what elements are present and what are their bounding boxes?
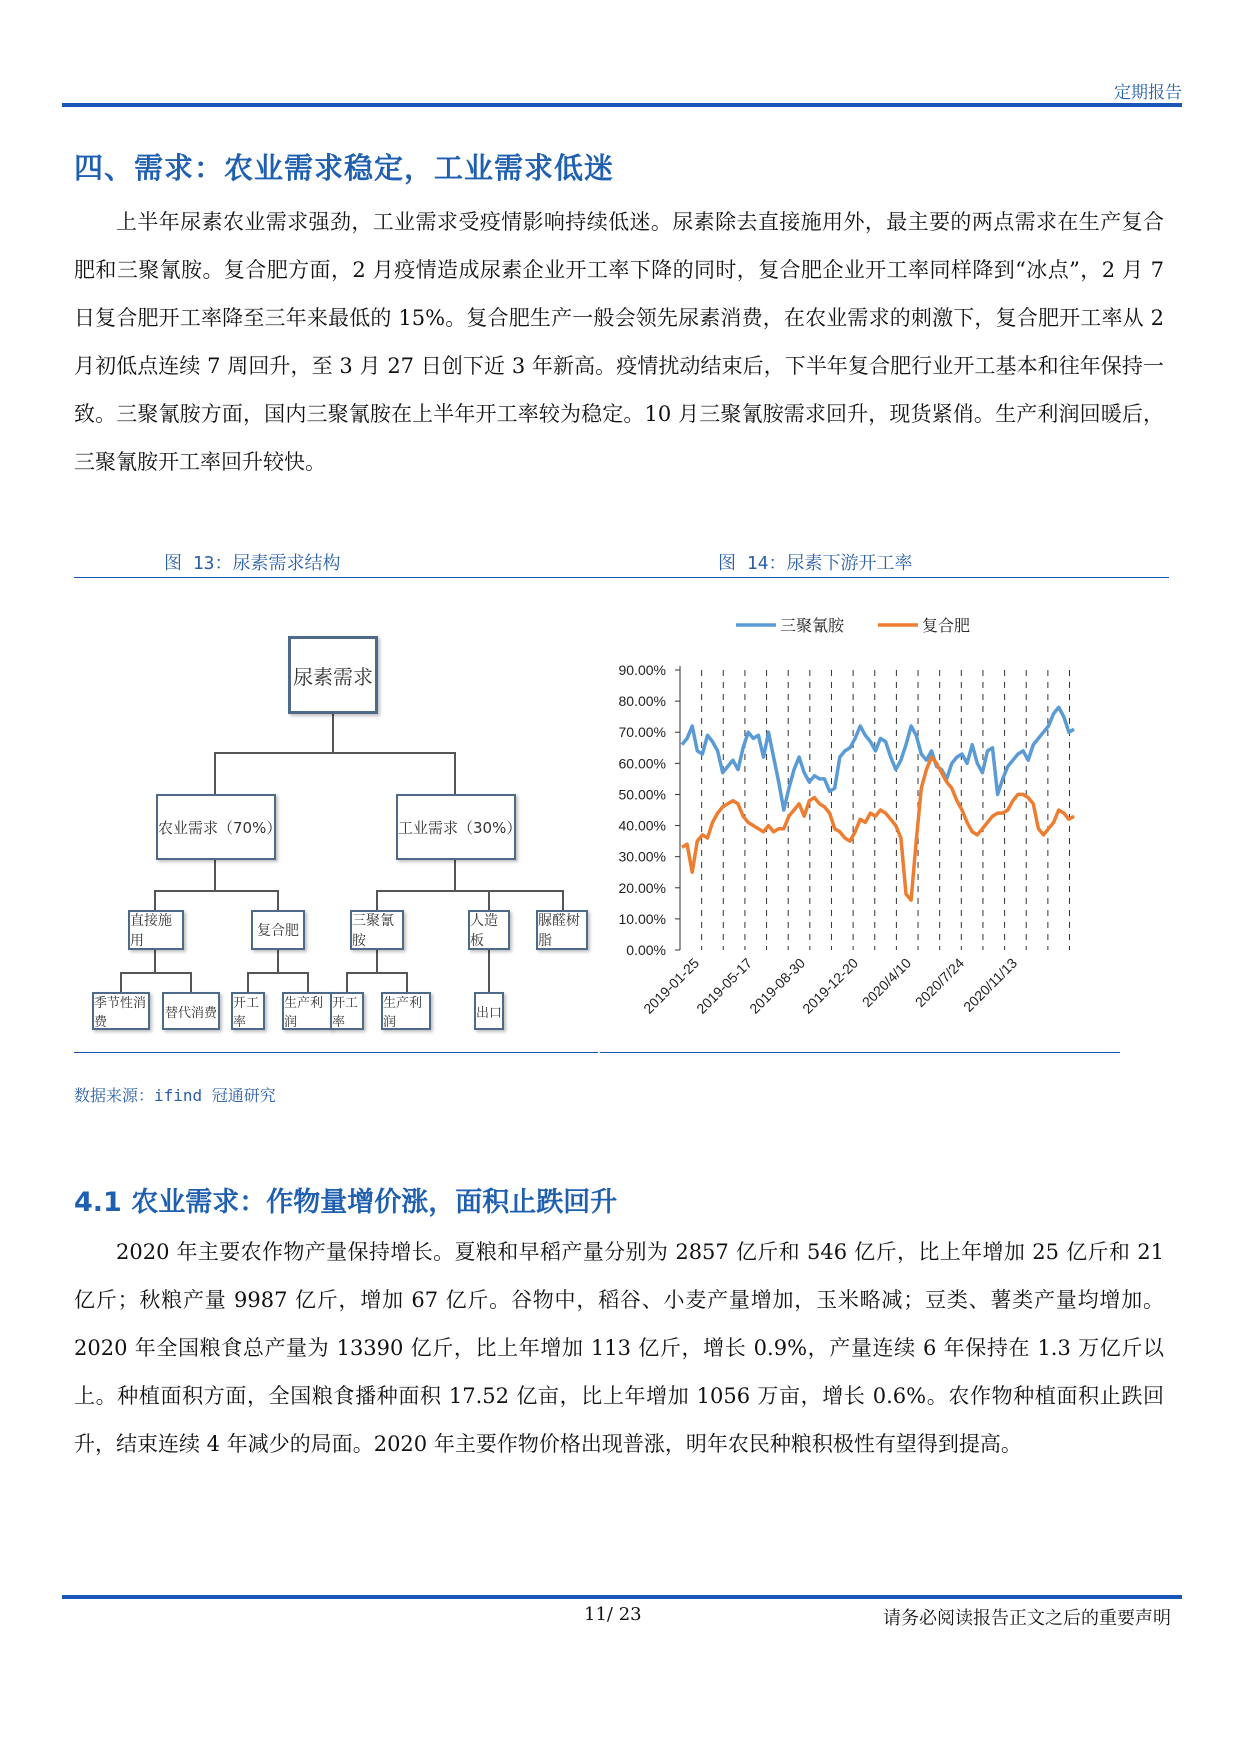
node-cf-profit: 生产利润: [282, 992, 332, 1030]
node-melamine: 三聚氰胺: [350, 910, 404, 950]
disclaimer-note: 请务必阅读报告正文之后的重要声明: [883, 1608, 1171, 1629]
node-agri-demand: 农业需求（70%）: [156, 794, 276, 860]
node-wood-panel: 人造板: [468, 910, 510, 950]
node-compound-fertilizer: 复合肥: [251, 910, 305, 950]
data-source-note: 数据来源：ifind 冠通研究: [74, 1086, 276, 1105]
y-tick-label: 40.00%: [618, 817, 666, 834]
x-tick-label: 2019-12-20: [799, 954, 862, 1017]
footer-rule: [62, 1595, 1182, 1599]
subsection-heading: 4.1 农业需求：作物量增价涨，面积止跌回升: [74, 1187, 618, 1218]
demand-structure-diagram: [74, 590, 594, 1050]
x-tick-label: 2019-01-25: [640, 954, 703, 1017]
legend-label-1: 复合肥: [922, 616, 971, 635]
node-export: 出口: [474, 992, 504, 1030]
series-line-0: [682, 707, 1074, 810]
node-mel-operating-rate: 开工率: [330, 992, 364, 1030]
section-heading: 四、需求：农业需求稳定，工业需求低迷: [74, 151, 615, 185]
subsection-paragraph-text: 2020 年主要农作物产量保持增长。夏粮和早稻产量分别为 2857 亿斤和 546 亿斤，比上年增加 25 亿斤和 21 亿斤；秋粮产量 9987 亿斤，增加 67 亿斤。谷物中，稻谷、小麦产量增加，玉米略减；豆类、薯类产量均增加。2020 年全国粮食总产量为 13390 亿斤，比上年增加 113 亿斤，增长 0.9%，产量连续 6 年保持在 1.3 万亿斤以上。种植面积方面，全国粮食播种面积 17.52 亿亩，比上年增加 1056 万亩，增长 0.6%。农作物种植面积止跌回升，结束连续 4 年减少的局面。2020 年主要作物价格出现普涨，明年农民种粮积极性有望得到提高。: [74, 1240, 1164, 1456]
node-cf-operating-rate: 开工率: [231, 992, 265, 1030]
caption-rule: [74, 577, 1169, 578]
section-paragraph: [74, 198, 1164, 486]
subsection-paragraph: [74, 1228, 1164, 1468]
node-direct-use: 直接施用: [128, 910, 184, 950]
header-rule: [62, 103, 1182, 107]
x-tick-label: 2019-05-17: [693, 954, 756, 1017]
y-tick-label: 50.00%: [618, 786, 666, 803]
figure13-bottom-rule: [74, 1052, 598, 1053]
operating-rate-line-chart: [596, 596, 1136, 1056]
y-tick-label: 80.00%: [618, 693, 666, 710]
x-tick-label: 2020/11/13: [959, 954, 1021, 1015]
y-tick-label: 70.00%: [618, 724, 666, 741]
node-seasonal: 季节性消费: [92, 992, 150, 1030]
node-industrial-demand: 工业需求（30%）: [396, 794, 516, 860]
legend-label-0: 三聚氰胺: [780, 616, 845, 635]
x-tick-label: 2020/7/24: [911, 954, 968, 1011]
node-mel-profit: 生产利润: [381, 992, 431, 1030]
y-tick-label: 20.00%: [618, 879, 666, 896]
series-line-1: [682, 757, 1074, 900]
page-number: 11/ 23: [584, 1604, 642, 1625]
y-tick-label: 0.00%: [626, 942, 666, 958]
node-urea-demand: 尿素需求: [288, 636, 378, 714]
figure14-bottom-rule: [600, 1052, 1120, 1053]
node-substitute: 替代消费: [162, 992, 220, 1030]
y-tick-label: 30.00%: [618, 848, 666, 865]
figure14-caption: 图 14：尿素下游开工率: [718, 553, 913, 574]
y-tick-label: 90.00%: [618, 662, 666, 678]
node-urea-resin: 脲醛树脂: [536, 910, 588, 950]
y-tick-label: 60.00%: [618, 755, 666, 772]
x-tick-label: 2020/4/10: [858, 954, 915, 1011]
section-paragraph-text: 上半年尿素农业需求强劲，工业需求受疫情影响持续低迷。尿素除去直接施用外，最主要的两点需求在生产复合肥和三聚氰胺。复合肥方面，2 月疫情造成尿素企业开工率下降的同时，复合肥企业开工率同样降到“冰点”，2 月 7 日复合肥开工率降至三年来最低的 15%。复合肥生产一般会领先尿素消费，在农业需求的刺激下，复合肥开工率从 2 月初低点连续 7 周回升，至 3 月 27 日创下近 3 年新高。疫情扰动结束后，下半年复合肥行业开工基本和往年保持一致。三聚氰胺方面，国内三聚氰胺在上半年开工率较为稳定。10 月三聚氰胺需求回升，现货紧俏。生产利润回暖后，三聚氰胺开工率回升较快。: [74, 210, 1164, 474]
report-type-label: 定期报告: [1114, 83, 1182, 103]
x-tick-label: 2019-08-30: [746, 954, 809, 1017]
y-tick-label: 10.00%: [618, 910, 666, 927]
figure13-caption: 图 13：尿素需求结构: [164, 553, 341, 574]
